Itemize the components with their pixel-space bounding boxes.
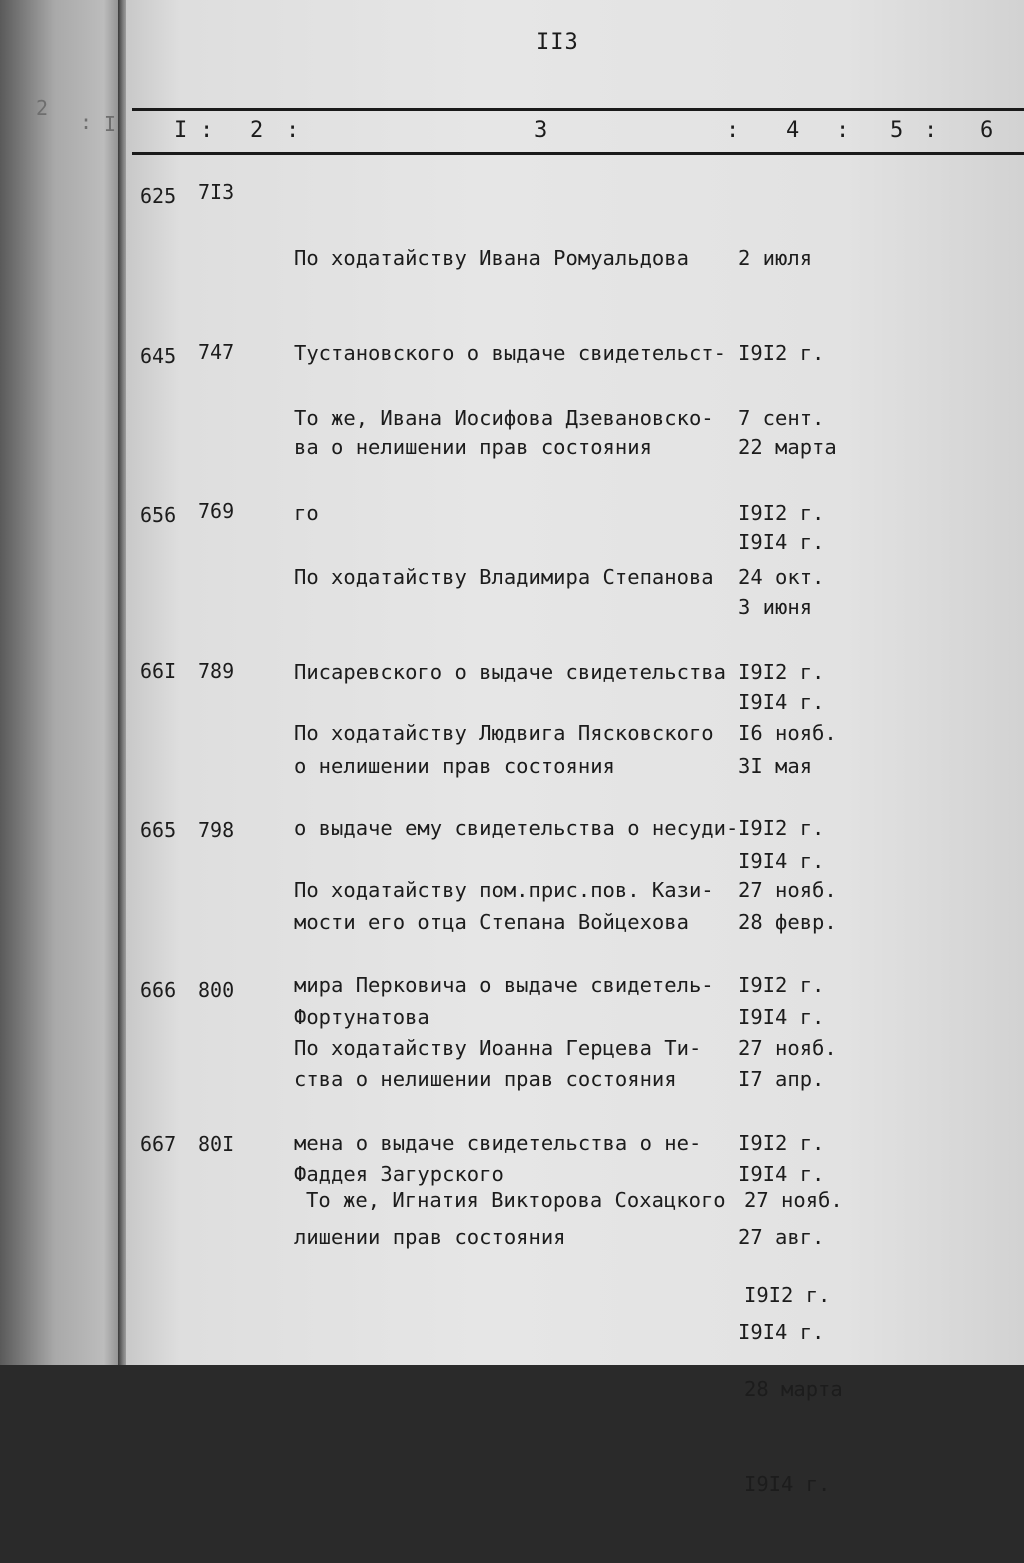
- description-line: ства о нелишении прав состояния: [294, 1067, 677, 1091]
- description-line: Писаревского о выдаче свидетельства: [294, 659, 726, 684]
- description-line: о нелишении прав состояния: [294, 754, 615, 778]
- entry-dates: [744, 1122, 864, 1563]
- description-line: ва о нелишении прав состояния: [294, 435, 652, 459]
- left-page-fragment: I: [104, 112, 117, 136]
- header-separator: :: [726, 118, 740, 143]
- date-line: 28 марта: [744, 1377, 843, 1401]
- entry-description: [306, 1122, 756, 1280]
- entry-number: 666: [140, 978, 177, 1002]
- date-line: I9I2 г.: [744, 1282, 831, 1307]
- description-line: По ходатайству пом.прис.пов. Кази-: [294, 878, 714, 902]
- page-number: II3: [536, 30, 579, 55]
- header-col-4: 4: [786, 118, 800, 143]
- header-col-5: 5: [890, 118, 904, 143]
- description-line: По ходатайству Владимира Степанова: [294, 565, 714, 589]
- left-page-edge: [0, 0, 122, 1365]
- description-line: мена о выдаче свидетельства о не-: [294, 1130, 702, 1155]
- date-line: I9I4 г.: [738, 848, 825, 873]
- date-line: I9I2 г.: [738, 972, 825, 997]
- header-separator: :: [836, 118, 850, 143]
- date-line: I9I2 г.: [738, 340, 825, 365]
- date-line: I9I4 г.: [738, 529, 825, 554]
- header-rule-bottom: [132, 152, 1024, 155]
- document-page: [126, 0, 1024, 1496]
- date-line: I9I2 г.: [738, 1130, 825, 1155]
- entry-reference: 80I: [198, 1132, 235, 1156]
- date-line: 3 июня: [738, 595, 813, 619]
- entry-reference: 798: [198, 818, 235, 842]
- date-line: I9I4 г.: [738, 1004, 825, 1029]
- entry-number: 665: [140, 818, 177, 842]
- entry-reference: 800: [198, 978, 235, 1002]
- entry-number: 625: [140, 184, 177, 208]
- date-line: 3I мая: [738, 754, 813, 778]
- entry-number: 656: [140, 503, 177, 527]
- description-line: То же, Ивана Иосифова Дзевановско-: [294, 406, 714, 430]
- header-col-1: I: [174, 118, 188, 143]
- date-line: I6 нояб.: [738, 721, 837, 745]
- entry-number: 66I: [140, 659, 177, 683]
- entry-reference: 747: [198, 340, 235, 364]
- description-line: лишении прав состояния: [294, 1225, 566, 1249]
- description-line: Фаддея Загурского: [294, 1161, 504, 1186]
- description-line: Фортунатова: [294, 1004, 430, 1029]
- date-line: 22 марта: [738, 435, 837, 459]
- date-line: 27 нояб.: [738, 878, 837, 902]
- date-line: I9I4 г.: [738, 1161, 825, 1186]
- date-line: I9I4 г.: [738, 689, 825, 714]
- header-separator: :: [286, 118, 300, 143]
- header-col-3: 3: [534, 118, 548, 143]
- description-line: о выдаче ему свидетельства о несуди-: [294, 815, 739, 840]
- date-line: I9I2 г.: [738, 815, 825, 840]
- entry-reference: 7I3: [198, 180, 235, 204]
- header-col-2: 2: [250, 118, 264, 143]
- entry-number: 667: [140, 1132, 177, 1156]
- left-page-fragment: :: [80, 110, 93, 134]
- date-line: I9I2 г.: [738, 659, 825, 684]
- description-line: По ходатайству Людвига Пясковского: [294, 721, 714, 745]
- entry-number: 645: [140, 344, 177, 368]
- description-line: По ходатайству Иоанна Герцева Ти-: [294, 1036, 702, 1060]
- date-line: I7 апр.: [738, 1067, 825, 1091]
- description-line: го: [294, 500, 319, 525]
- date-line: 27 авг.: [738, 1225, 825, 1249]
- date-line: I9I4 г.: [744, 1471, 831, 1496]
- date-line: 7 сент.: [738, 406, 825, 430]
- date-line: 24 окт.: [738, 565, 825, 589]
- description-line: мости его отца Степана Войцехова: [294, 910, 689, 934]
- date-line: 27 нояб.: [744, 1188, 843, 1212]
- date-line: I9I4 г.: [738, 1319, 825, 1344]
- header-col-6: 6: [980, 118, 994, 143]
- description-line: Тустановского о выдаче свидетельст-: [294, 340, 726, 365]
- description-line: мира Перковича о выдаче свидетель-: [294, 972, 714, 997]
- date-line: 2 июля: [738, 246, 813, 270]
- entry-reference: 789: [198, 659, 235, 683]
- left-page-fragment: 2: [36, 96, 49, 120]
- header-rule-top: [132, 108, 1024, 111]
- date-line: I9I2 г.: [738, 500, 825, 525]
- description-line: То же, Игнатия Викторова Сохацкого: [306, 1188, 726, 1212]
- header-separator: :: [924, 118, 938, 143]
- description-line: По ходатайству Ивана Ромуальдова: [294, 246, 689, 270]
- date-line: 27 нояб.: [738, 1036, 837, 1060]
- entry-reference: 769: [198, 499, 235, 523]
- header-separator: :: [200, 118, 214, 143]
- date-line: 28 февр.: [738, 910, 837, 934]
